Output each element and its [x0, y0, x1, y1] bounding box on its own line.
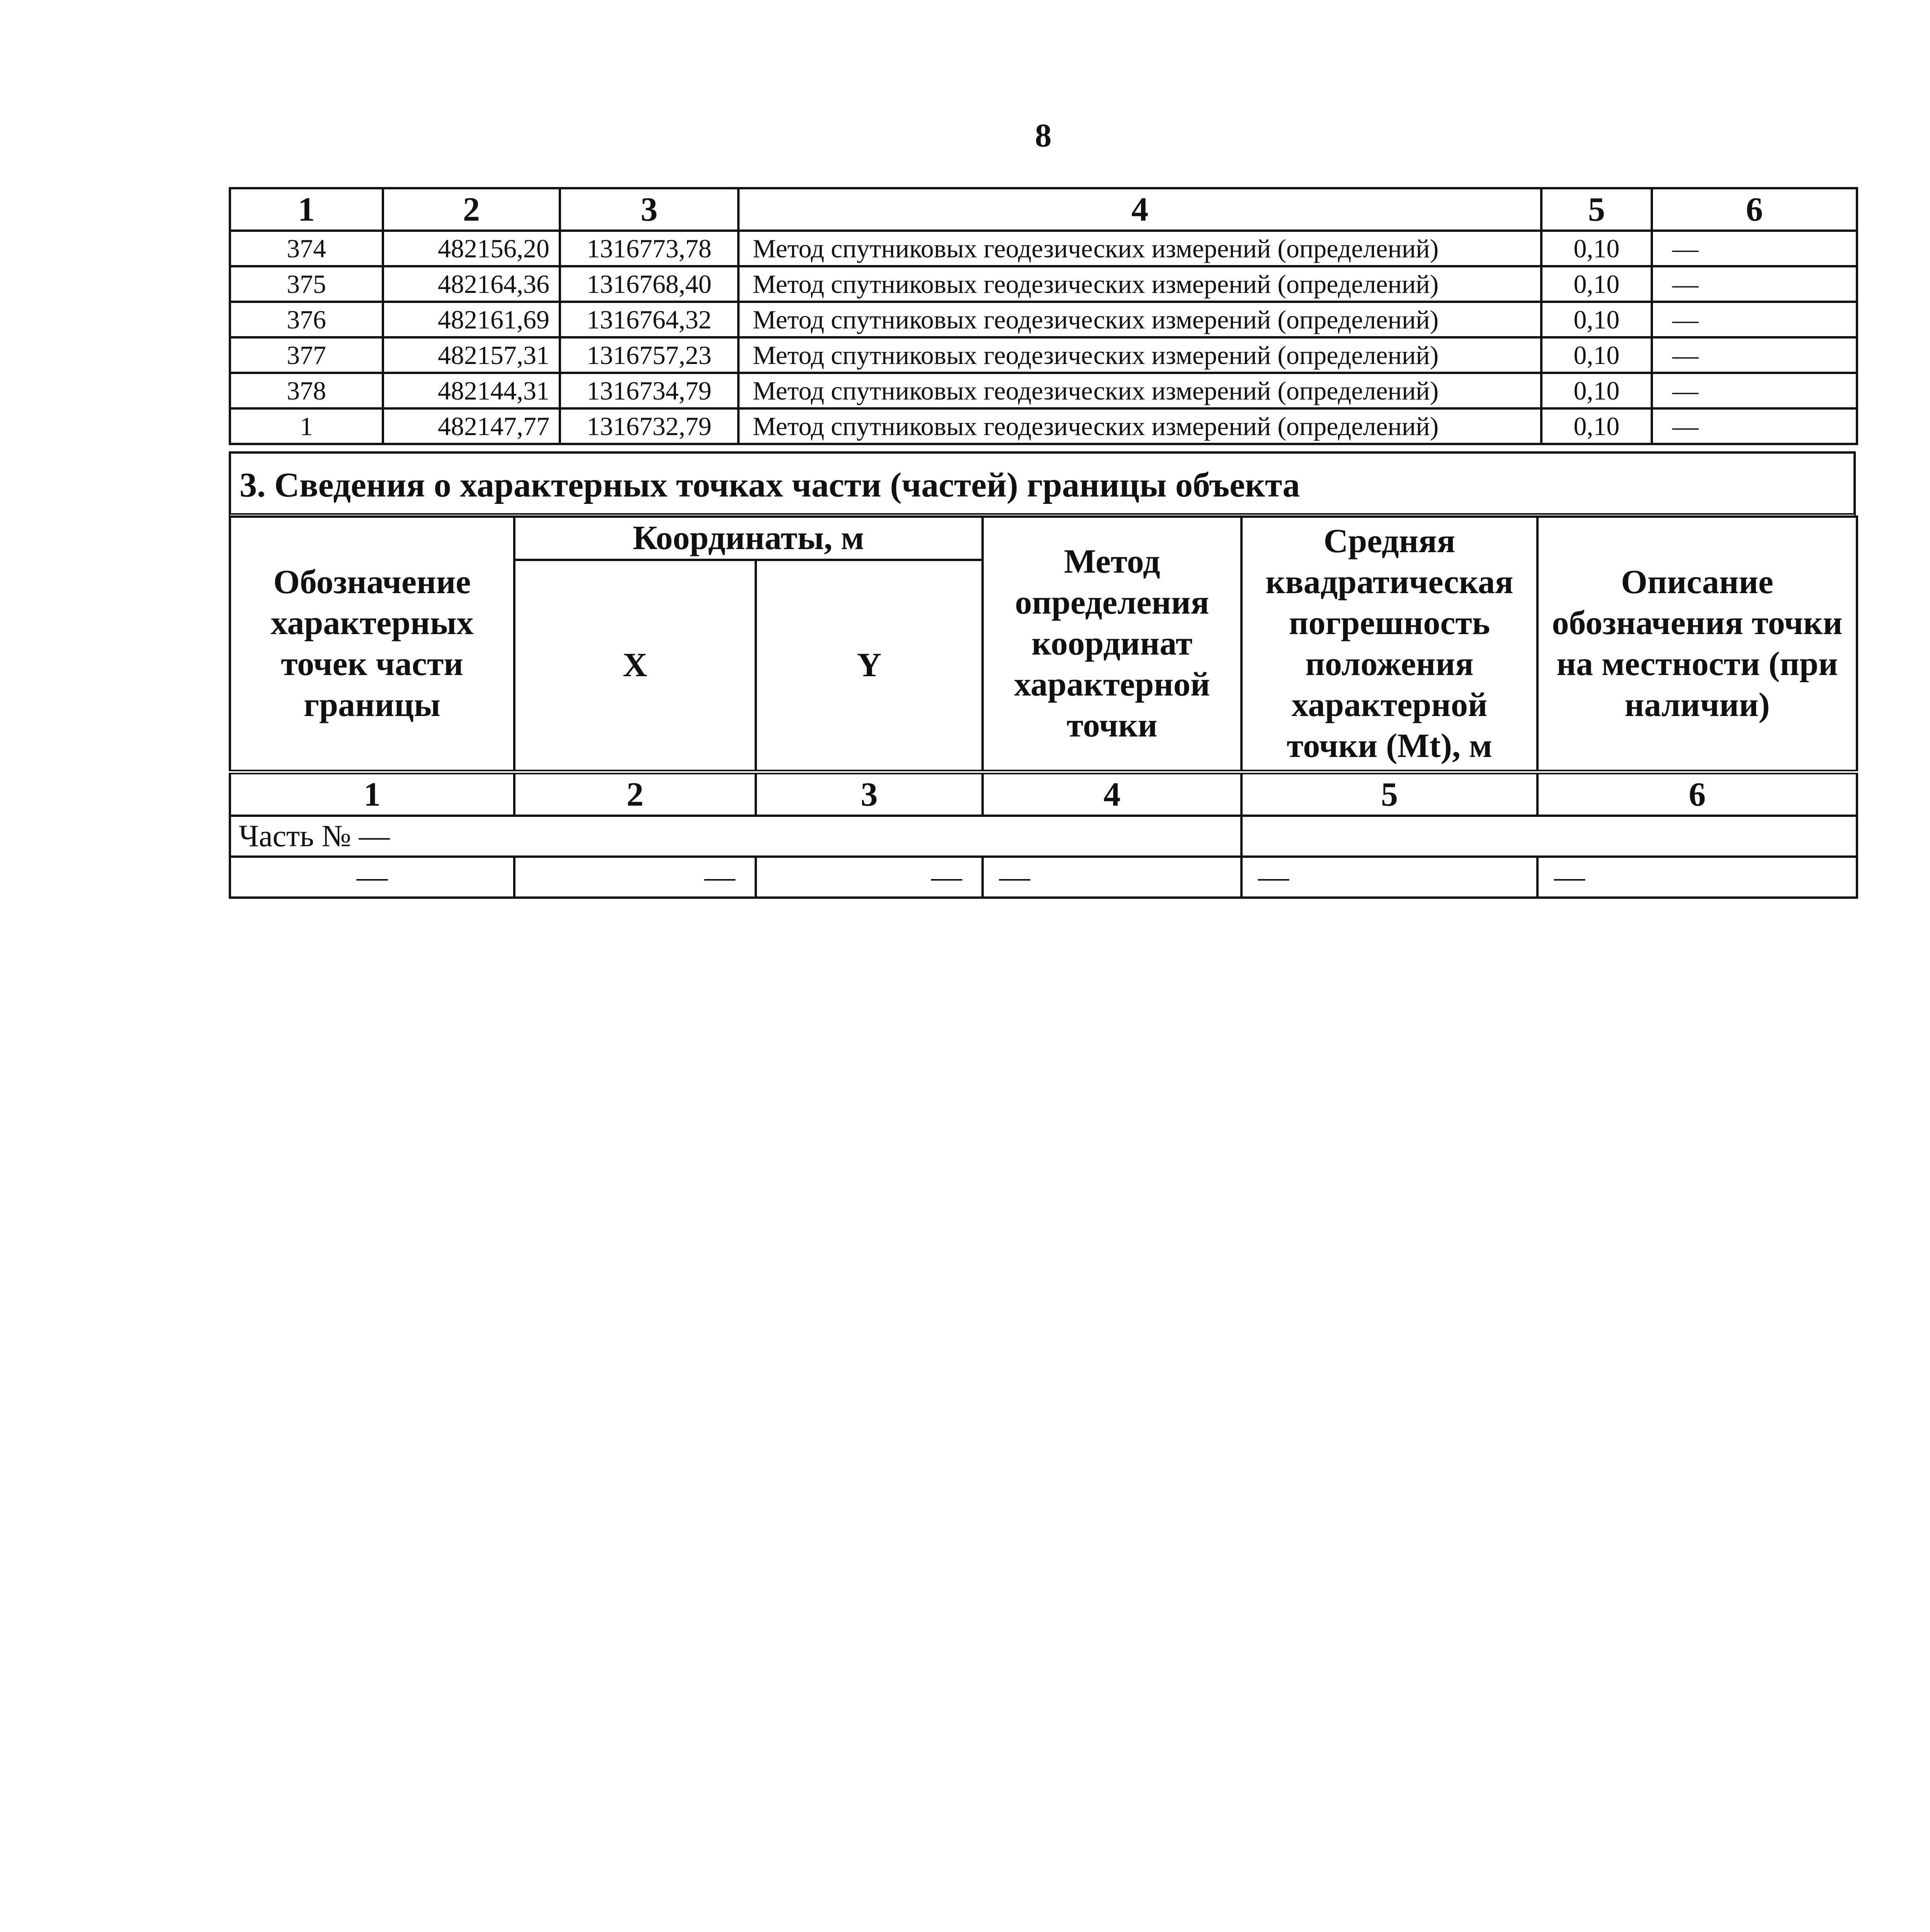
header-error: Средняя квадратическая погрешность положения характерной точки (Mt), м [1241, 517, 1537, 772]
description: — [1652, 266, 1857, 302]
column-number: 2 [383, 188, 560, 231]
empty-cell: — [1241, 857, 1537, 898]
table-row [230, 266, 1857, 302]
column-number: 3 [560, 188, 738, 231]
table-row [230, 373, 1857, 408]
header-coordinates: Координаты, м [514, 517, 983, 560]
error-value: 0,10 [1541, 231, 1652, 266]
column-number: 6 [1652, 188, 1857, 231]
table-row [230, 337, 1857, 373]
column-number: 6 [1537, 772, 1857, 816]
table-row [230, 857, 1857, 898]
error-value: 0,10 [1541, 373, 1652, 408]
column-number: 5 [1241, 772, 1537, 816]
boundary-parts-table [229, 515, 1858, 899]
coord-x: 482157,31 [383, 337, 560, 373]
column-number: 1 [230, 188, 383, 231]
header-method: Метод определения координат характерной точки [983, 517, 1241, 772]
header-designation: Обозначение характерных точек части границы [230, 517, 514, 772]
error-value: 0,10 [1541, 408, 1652, 444]
table-row [230, 408, 1857, 444]
part-label: Часть № — [230, 816, 1241, 857]
column-number: 4 [983, 772, 1241, 816]
point-id: 374 [230, 231, 383, 266]
point-id: 376 [230, 302, 383, 337]
column-number: 4 [738, 188, 1541, 231]
page-number: 8 [1035, 117, 1052, 154]
point-id: 377 [230, 337, 383, 373]
coord-y: 1316764,32 [560, 302, 738, 337]
point-id: 375 [230, 266, 383, 302]
coord-x: 482144,31 [383, 373, 560, 408]
empty-cell: — [1537, 857, 1857, 898]
coord-y: 1316757,23 [560, 337, 738, 373]
method: Метод спутниковых геодезических измерений (определений) [738, 231, 1541, 266]
coord-x: 482161,69 [383, 302, 560, 337]
error-value: 0,10 [1541, 337, 1652, 373]
point-id: 378 [230, 373, 383, 408]
coord-y: 1316734,79 [560, 373, 738, 408]
empty-cell: — [230, 857, 514, 898]
column-number: 3 [756, 772, 983, 816]
empty-cell: — [756, 857, 983, 898]
method: Метод спутниковых геодезических измерений (определений) [738, 266, 1541, 302]
empty-cell: — [514, 857, 756, 898]
section-title-box [229, 451, 1856, 518]
coord-x: 482156,20 [383, 231, 560, 266]
column-number: 1 [230, 772, 514, 816]
table-header-row [230, 188, 1857, 231]
part-row [230, 816, 1857, 857]
coord-y: 1316732,79 [560, 408, 738, 444]
header-x: X [514, 560, 756, 772]
table-row [230, 231, 1857, 266]
part-row-empty [1241, 816, 1857, 857]
empty-cell: — [983, 857, 1241, 898]
error-value: 0,10 [1541, 266, 1652, 302]
description: — [1652, 408, 1857, 444]
description: — [1652, 373, 1857, 408]
description: — [1652, 337, 1857, 373]
coord-y: 1316773,78 [560, 231, 738, 266]
method: Метод спутниковых геодезических измерений (определений) [738, 373, 1541, 408]
coord-y: 1316768,40 [560, 266, 738, 302]
method: Метод спутниковых геодезических измерений (определений) [738, 408, 1541, 444]
method: Метод спутниковых геодезических измерений (определений) [738, 302, 1541, 337]
section-title: 3. Сведения о характерных точках части (частей) границы объекта [240, 466, 1300, 504]
column-numbers-row [230, 772, 1857, 816]
coordinates-table [229, 187, 1858, 445]
method: Метод спутниковых геодезических измерений (определений) [738, 337, 1541, 373]
header-description: Описание обозначения точки на местности (при наличии) [1537, 517, 1857, 772]
coord-x: 482147,77 [383, 408, 560, 444]
description: — [1652, 302, 1857, 337]
column-number: 2 [514, 772, 756, 816]
description: — [1652, 231, 1857, 266]
header-y: Y [756, 560, 983, 772]
coord-x: 482164,36 [383, 266, 560, 302]
point-id: 1 [230, 408, 383, 444]
table-header-row [230, 517, 1857, 560]
table-row [230, 302, 1857, 337]
column-number: 5 [1541, 188, 1652, 231]
error-value: 0,10 [1541, 302, 1652, 337]
